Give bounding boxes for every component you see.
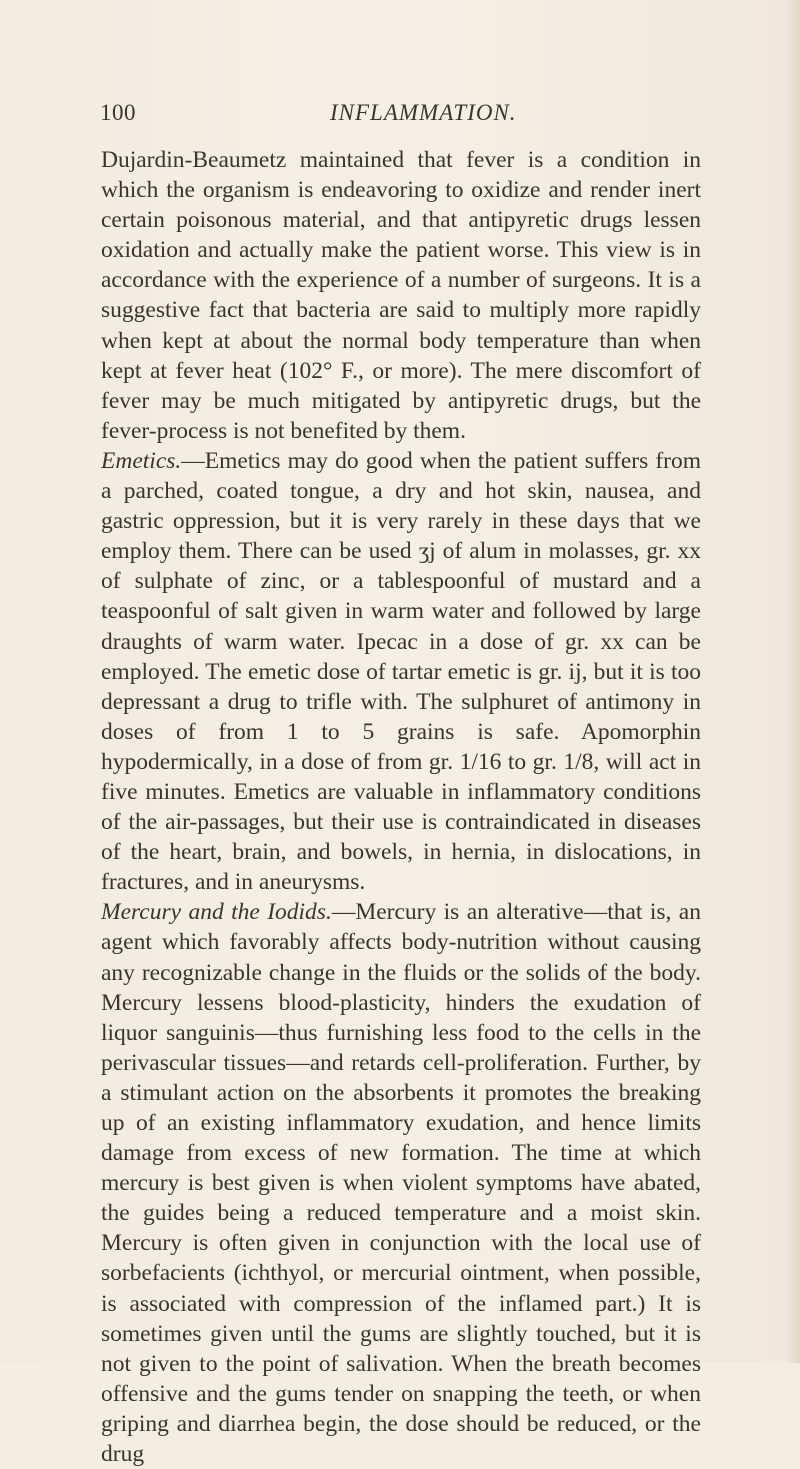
paragraph-text: Dujardin-Beaumetz maintained that fever is a condition in which the organism is endeavoring to oxidize and render inert certain poisonous material, and that antipyretic drugs lessen oxidation and actually make the patient worse. This view is in accordance with the experience of a number of surgeons. It is a suggestive fact that bacteria are said to multiply more rapidly when kept at about the normal body temperature than when kept at fever heat (102° F., or more). The mere discomfort of fever may be much mitigated by antipyretic drugs, but the fever-process is not benefited by them. [101, 147, 701, 444]
running-title: INFLAMMATION. [330, 100, 517, 125]
paragraph-mercury [101, 897, 701, 1469]
body-text [101, 145, 701, 1469]
section-heading-mercury: Mercury and the Iodids. [101, 899, 332, 926]
page-header [100, 100, 700, 130]
paragraph-emetics [101, 446, 701, 897]
page-edge-shadow [786, 0, 800, 1363]
section-heading-emetics: Emetics. [101, 447, 182, 474]
page-number: 100 [100, 100, 136, 125]
paragraph-text: —Emetics may do good when the patient suffers from a parched, coated tongue, a dry and hot skin, nausea, and gastric oppression, but it is very rarely in these days that we employ them. There can be used ʒj of alum in molasses, gr. xx of sulphate of zinc, or a tablespoonful of mustard and a teaspoonful of salt given in warm water and followed by large draughts of warm water. Ipecac in a dose of gr. xx can be employed. The emetic dose of tartar emetic is gr. ij, but it is too depressant a drug to trifle with. The sulphuret of antimony in doses of from 1 to 5 grains is safe. Apomorphin hypodermically, in a dose of from gr. 1/16 to gr. 1/8, will act in five minutes. Emetics are valuable in inflammatory conditions of the air-passages, but their use is contraindicated in diseases of the heart, brain, and bowels, in hernia, in dislocations, in fractures, and in aneurysms. [101, 447, 701, 896]
paragraph-text: —Mercury is an alterative—that is, an agent which favorably affects body-nutrition without causing any recognizable change in the fluids or the solids of the body. Mercury lessens blood-plasticity, hinders the exudation of liquor sanguinis—thus furnishing less food to the cells in the perivascular tissues—and retards cell-proliferation. Further, by a stimulant action on the absorbents it promotes the breaking up of an existing inflammatory exudation, and hence limits damage from excess of new formation. The time at which mercury is best given is when violent symptoms have abated, the guides being a reduced temperature and a moist skin. Mercury is often given in conjunction with the local use of sorbefacients (ichthyol, or mercurial ointment, when possible, is associated with compression of the inflamed part.) It is sometimes given until the gums are slightly touched, but it is not given to the point of salivation. When the breath becomes offensive and the gums tender on snapping the teeth, or when griping and diarrhea begin, the dose should be reduced, or the drug [101, 899, 701, 1468]
paragraph-fever [101, 145, 701, 446]
